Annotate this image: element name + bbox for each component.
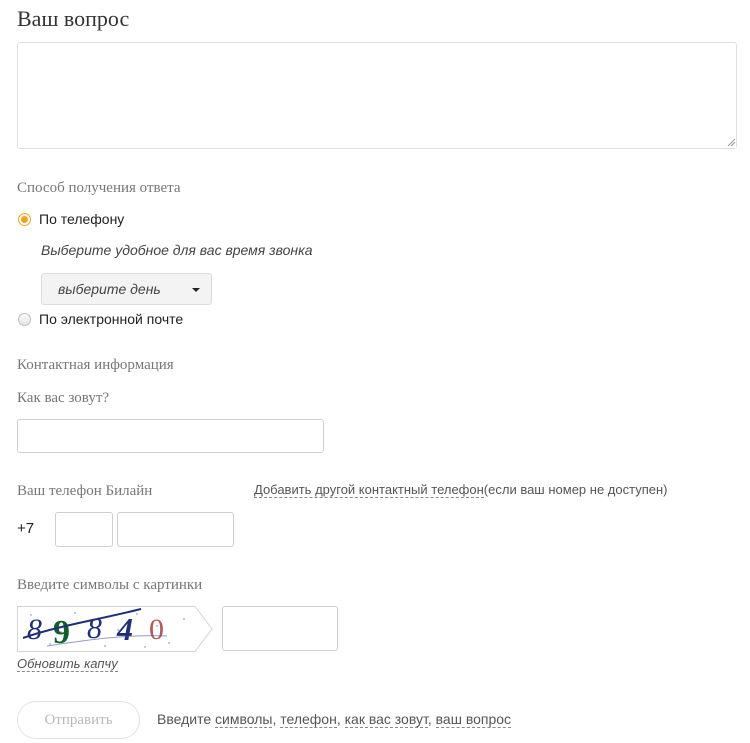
captcha-digit-5: 0 [149,613,164,646]
add-phone-link[interactable]: Добавить другой контактный телефон [254,482,484,497]
day-select[interactable] [41,273,212,305]
radio-by-email[interactable] [18,311,183,327]
submit-requirements: Введите символы, телефон, как вас зовут, ваш вопрос [157,711,512,727]
answer-method-label: Способ получения ответа [17,180,181,196]
radio-by-phone[interactable] [18,211,124,227]
chevron-down-icon [192,288,200,292]
submit-button[interactable]: Отправить [17,701,140,739]
name-label: Как вас зовут? [17,390,110,406]
phone-label: Ваш телефон Билайн [17,483,153,499]
radio-unchecked-icon[interactable] [18,313,31,326]
requirement-phone-link[interactable]: телефон [280,711,337,727]
requirement-name-link[interactable]: как вас зовут [344,711,428,727]
refresh-captcha-link[interactable]: Обновить капчу [17,656,118,671]
captcha-digit-2: 9 [53,614,70,651]
call-time-hint: Выберите удобное для вас время звонка [41,242,313,258]
contact-info-label: Контактная информация [17,357,174,373]
question-textarea[interactable] [17,42,737,149]
radio-by-email-label: По электронной почте [39,311,184,327]
question-title: Ваш вопрос [17,6,130,31]
captcha-digit-4: 4 [117,611,133,647]
requirement-symbols-link[interactable]: символы [215,711,273,727]
phone-number-input[interactable] [117,512,234,547]
resize-grip-icon[interactable] [727,138,736,147]
captcha-digit-1: 8 [27,613,42,646]
captcha-label: Введите символы с картинки [17,577,203,593]
captcha-digit-3: 8 [87,612,102,645]
phone-prefix: +7 [17,520,35,537]
captcha-input[interactable] [222,606,338,651]
day-select-value: выберите день [58,281,161,297]
captcha-image [17,606,213,652]
requirement-question-link[interactable]: ваш вопрос [435,711,512,727]
requirements-prefix: Введите [157,711,212,727]
add-phone-note: (если ваш номер не доступен) [483,482,668,497]
radio-checked-icon[interactable] [18,213,31,226]
add-phone-row [254,481,667,499]
phone-code-input[interactable] [55,512,113,547]
name-input[interactable] [17,419,324,453]
radio-by-phone-label: По телефону [39,211,125,227]
